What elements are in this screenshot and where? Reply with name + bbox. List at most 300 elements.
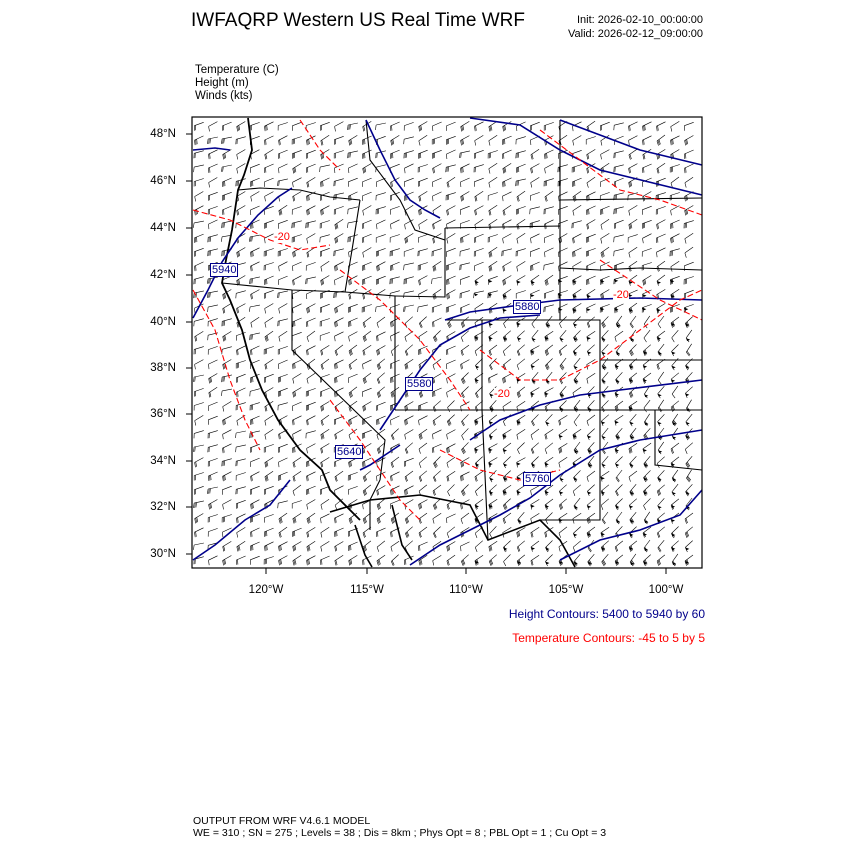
wind-barb [293,416,302,425]
wind-barb [530,248,539,257]
wind-barb [222,347,232,355]
wind-barb [503,276,512,286]
wind-barb [307,513,315,524]
wind-barb [306,486,315,495]
wind-barb [293,163,302,173]
wind-barb [405,345,413,356]
wind-barb [278,374,287,382]
wind-barb [363,206,372,216]
wind-barb [433,261,441,271]
wind-barb [349,248,358,257]
wind-barb [221,137,232,144]
wind-barb [685,164,694,173]
wind-barb [503,374,512,384]
wind-barb [419,122,428,132]
wind-pennant [474,293,478,296]
wind-barb [349,359,357,370]
wind-barb [278,472,287,481]
wind-barb [321,541,330,551]
wind-barb [391,555,398,566]
wind-barb [503,220,512,230]
wind-barb [236,361,246,369]
wind-barb [419,191,428,201]
wind-barb [278,444,287,453]
wind-barb [321,514,330,523]
wind-barb [321,276,330,286]
wind-barb [629,149,637,160]
wind-barb [503,513,511,524]
wind-barb [489,219,497,229]
wind-barb [279,262,288,272]
wind-barb [195,415,204,425]
wind-barb [250,178,259,187]
wind-barb [363,164,372,174]
wind-pennant [629,505,633,508]
wind-barb [614,249,624,256]
wind-barb [362,220,371,229]
wind-barb [292,137,302,145]
wind-barb [250,542,259,551]
wind-barb [643,136,652,145]
wind-barb [462,442,469,454]
wind-barb [419,500,428,510]
wind-barb [250,486,259,495]
wind-barb [587,149,596,159]
wind-barb [587,499,595,510]
wind-barb [475,303,483,313]
wind-barb [279,527,287,538]
wind-barb [503,429,512,439]
wind-barb [489,331,497,341]
wind-barb [390,277,400,284]
wind-pennant [628,294,632,297]
wind-barb [685,177,693,187]
wind-barb [265,192,274,202]
wind-barb [307,304,316,314]
wind-barb [587,304,596,313]
wind-barb [602,316,609,328]
wind-barb [335,555,343,565]
wind-barb [278,501,288,508]
wind-barb [251,528,260,537]
wind-barb [545,275,553,286]
wind-barb [278,220,287,228]
wind-barb [475,471,483,482]
wind-barb [671,499,679,510]
wind-barb [377,359,385,370]
wind-barb [517,359,525,370]
wind-barb [446,150,455,159]
wind-barb [644,498,651,510]
wind-barb [559,513,567,523]
temperature-field-label: Temperature (C) [195,64,279,76]
wind-barb [671,289,679,299]
wind-pennant [490,478,494,481]
wind-barb [642,206,651,215]
wind-barb [670,193,680,201]
wind-barb [685,527,693,538]
wind-barb [516,249,526,257]
wind-barb [601,233,610,243]
wind-barb [684,277,694,285]
wind-barb [684,122,693,130]
wind-barb [544,179,554,187]
wind-barb [630,344,637,356]
wind-barb [293,457,301,467]
wind-barb [349,458,358,468]
wind-barb [321,527,329,537]
wind-barb [573,234,582,244]
wind-barb [278,346,288,354]
wind-barb [475,191,483,201]
wind-barb [517,415,525,425]
wind-barb [474,234,483,243]
wind-pennant [630,520,634,523]
wind-barb [474,178,483,187]
wind-pennant [587,308,591,311]
wind-barb [531,359,539,370]
wind-barb [489,163,497,173]
wind-barb [489,458,498,468]
wind-barb [307,416,316,426]
wind-barb [531,346,540,356]
wind-barb [279,458,288,467]
wind-barb [461,555,468,566]
wind-pennant [602,380,606,383]
wind-barb [446,276,455,285]
wind-barb [559,429,567,440]
wind-barb [334,136,343,144]
wind-barb [376,123,386,130]
wind-barb [321,178,330,187]
wind-barb [194,388,203,396]
wind-barb [517,485,525,495]
height-contour-label: 5940 [212,264,237,276]
wind-barb [418,150,427,159]
wind-barb [307,206,316,216]
wind-barb [602,512,608,524]
wind-barb [530,207,540,214]
wind-barb [657,135,665,146]
wind-barb [335,304,344,314]
wind-barb [363,443,372,453]
wind-barb [404,178,413,187]
wind-barb [503,234,512,244]
wind-barb [559,443,568,453]
wind-barb [321,499,329,510]
wind-barb [208,346,218,354]
wind-barb [418,305,428,312]
lon-label: 120°W [248,584,284,596]
wind-barb [404,277,414,285]
wind-barb [517,191,525,202]
wind-barb [446,248,455,257]
wind-barb [208,235,218,243]
wind-barb [208,515,218,523]
wind-barb [223,500,232,510]
wind-pennant [686,422,690,425]
wind-barb [293,192,302,202]
wind-barb [307,234,316,244]
wind-barb [685,443,693,454]
height-contour-label: 5580 [407,378,432,390]
wind-barb [335,345,343,356]
wind-barb [433,318,442,327]
wind-barb [264,347,274,355]
wind-barb [629,122,638,131]
wind-barb [601,499,609,510]
lat-label: 34°N [150,455,176,467]
wind-barb [307,500,316,510]
wind-barb [614,220,623,229]
wind-barb [447,233,456,243]
wind-pennant [587,351,591,354]
wind-barb [517,443,524,455]
wind-barb [377,499,385,510]
wind-barb [503,205,511,215]
wind-barb [293,276,302,286]
wind-barb [194,122,203,130]
wind-barb [502,249,512,256]
wind-barb [264,444,274,452]
wind-barb [433,513,441,523]
wind-barb [264,178,273,187]
wind-barb [293,304,302,313]
wind-barb [348,151,358,158]
wind-barb [264,263,274,271]
wind-barb [517,555,525,566]
wind-barb [335,514,344,523]
wind-pennant [601,421,605,424]
wind-barb [433,499,440,510]
wind-barb [433,415,441,426]
wind-barb [391,541,399,551]
wind-pennant [644,464,648,467]
wind-barb [250,122,259,130]
wind-barb [475,555,483,566]
wind-barb [307,556,316,566]
wind-barb [601,219,609,230]
wind-pennant [573,323,577,326]
wind-barb [531,555,539,565]
wind-barb [265,457,273,467]
wind-barb [334,193,344,200]
wind-barb [237,514,246,523]
wind-barb [194,234,203,243]
wind-barb [531,275,539,286]
wind-barb [278,276,287,285]
wind-barb [587,177,595,188]
wind-barb [489,247,497,257]
wind-barb [223,416,232,426]
wind-barb [489,121,497,131]
wind-barb [405,359,413,369]
wind-barb [293,555,301,565]
wind-barb [432,136,442,144]
wind-barb [614,235,624,242]
wind-pennant [684,308,688,311]
wind-barb [670,165,680,173]
wind-pennant [574,380,578,383]
wind-barb [573,289,581,299]
wind-barb [279,542,288,552]
wind-barb [250,277,260,284]
wind-barb [474,248,484,256]
wind-pennant [615,506,619,509]
wind-barb [643,275,652,285]
wind-pennant [630,492,634,495]
wind-barb [587,359,596,369]
wind-barb [686,470,691,482]
wind-barb [194,403,204,411]
wind-barb [489,205,497,215]
wind-barb [264,514,273,522]
wind-barb [685,233,693,243]
wind-barb [531,443,539,454]
wind-barb [278,123,288,131]
wind-barb [433,527,440,538]
wind-barb [363,485,371,496]
lat-label: 42°N [150,269,176,281]
wind-barb [404,122,414,130]
wind-barb [573,303,582,313]
wind-barb [306,123,316,131]
wind-barb [194,151,204,159]
wind-barb [614,151,624,158]
wind-barb [321,359,329,370]
wind-barb [586,206,595,215]
wind-barb [461,373,468,385]
wind-barb [643,234,652,244]
wind-barb [517,261,526,271]
wind-barb [264,276,273,285]
wind-barb [475,122,484,131]
wind-barb [278,179,288,186]
wind-barb [306,221,316,228]
wind-barb [250,416,259,425]
wind-barb [222,192,231,200]
wind-barb [433,192,442,201]
wind-barb [587,513,595,524]
wind-barb [405,527,412,538]
wind-barb [686,344,691,356]
wind-barb [532,316,538,328]
wind-barb [502,150,511,159]
wind-barb [209,387,217,397]
wind-barb [460,263,470,270]
wind-barb [207,487,218,494]
wind-barb [461,345,469,356]
wind-barb [684,150,693,159]
temperature-contour-label: -20 [274,231,290,243]
wind-barb [446,122,455,131]
wind-barb [390,164,399,173]
wind-barb [460,151,470,158]
wind-barb [573,485,581,496]
wind-barb [208,431,218,439]
wind-barb [629,471,637,482]
wind-barb [405,486,414,496]
wind-barb [207,291,218,298]
wind-barb [403,305,414,312]
wind-barb [362,276,371,285]
wind-barb [307,373,315,383]
wind-barb [586,276,595,285]
wind-barb [404,263,414,270]
wind-barb [544,234,553,243]
wind-barb [517,429,525,439]
wind-barb [517,541,525,552]
wind-barb [545,220,554,229]
wind-barb [376,207,386,215]
dakota-border [560,198,702,200]
wind-barb [236,500,245,508]
wind-barb [544,290,553,298]
wind-barb [545,499,553,510]
wind-barb [573,513,581,523]
wind-barb [222,165,232,172]
wind-barb [503,485,511,495]
wind-barb [559,415,568,425]
wind-barb [265,359,273,369]
wind-barb [685,247,693,258]
wind-barb [377,541,385,552]
wind-barb [334,528,343,537]
wind-barb [531,234,540,243]
wind-barb [601,485,609,496]
wind-barb [615,415,623,425]
wind-barb [545,331,553,341]
wind-barb [419,416,428,426]
wind-barb [222,515,232,523]
wind-barb [446,304,456,312]
wind-pennant [488,280,492,283]
wind-pennant [616,380,620,383]
wind-barb [223,401,232,411]
wind-barb [293,542,302,552]
wind-barb [251,346,260,355]
wind-barb [573,248,582,257]
wind-barb [530,262,539,271]
wind-barb [573,136,582,146]
wind-barb [391,429,398,440]
wind-barb [614,207,624,214]
wind-barb [685,513,693,524]
wind-barb [237,388,246,397]
wind-barb [461,542,470,551]
wind-barb [292,318,301,327]
wind-barb [377,513,385,524]
wind-barb [405,331,413,342]
wind-barb [461,234,470,243]
wind-barb [348,374,357,383]
wind-barb [531,527,539,537]
wind-barb [460,178,469,187]
wind-barb [530,122,539,131]
wind-barb [363,402,372,412]
wind-barb [531,499,540,509]
ok-tx-border [655,410,702,470]
wind-barb [405,164,414,173]
wind-barb [475,206,484,216]
wind-barb [643,443,651,454]
wind-barb [489,345,497,356]
wind-barb [503,443,511,454]
wind-barb [278,319,288,326]
wind-barb [348,542,357,551]
wind-barb [601,290,610,300]
wind-barb [658,540,664,552]
